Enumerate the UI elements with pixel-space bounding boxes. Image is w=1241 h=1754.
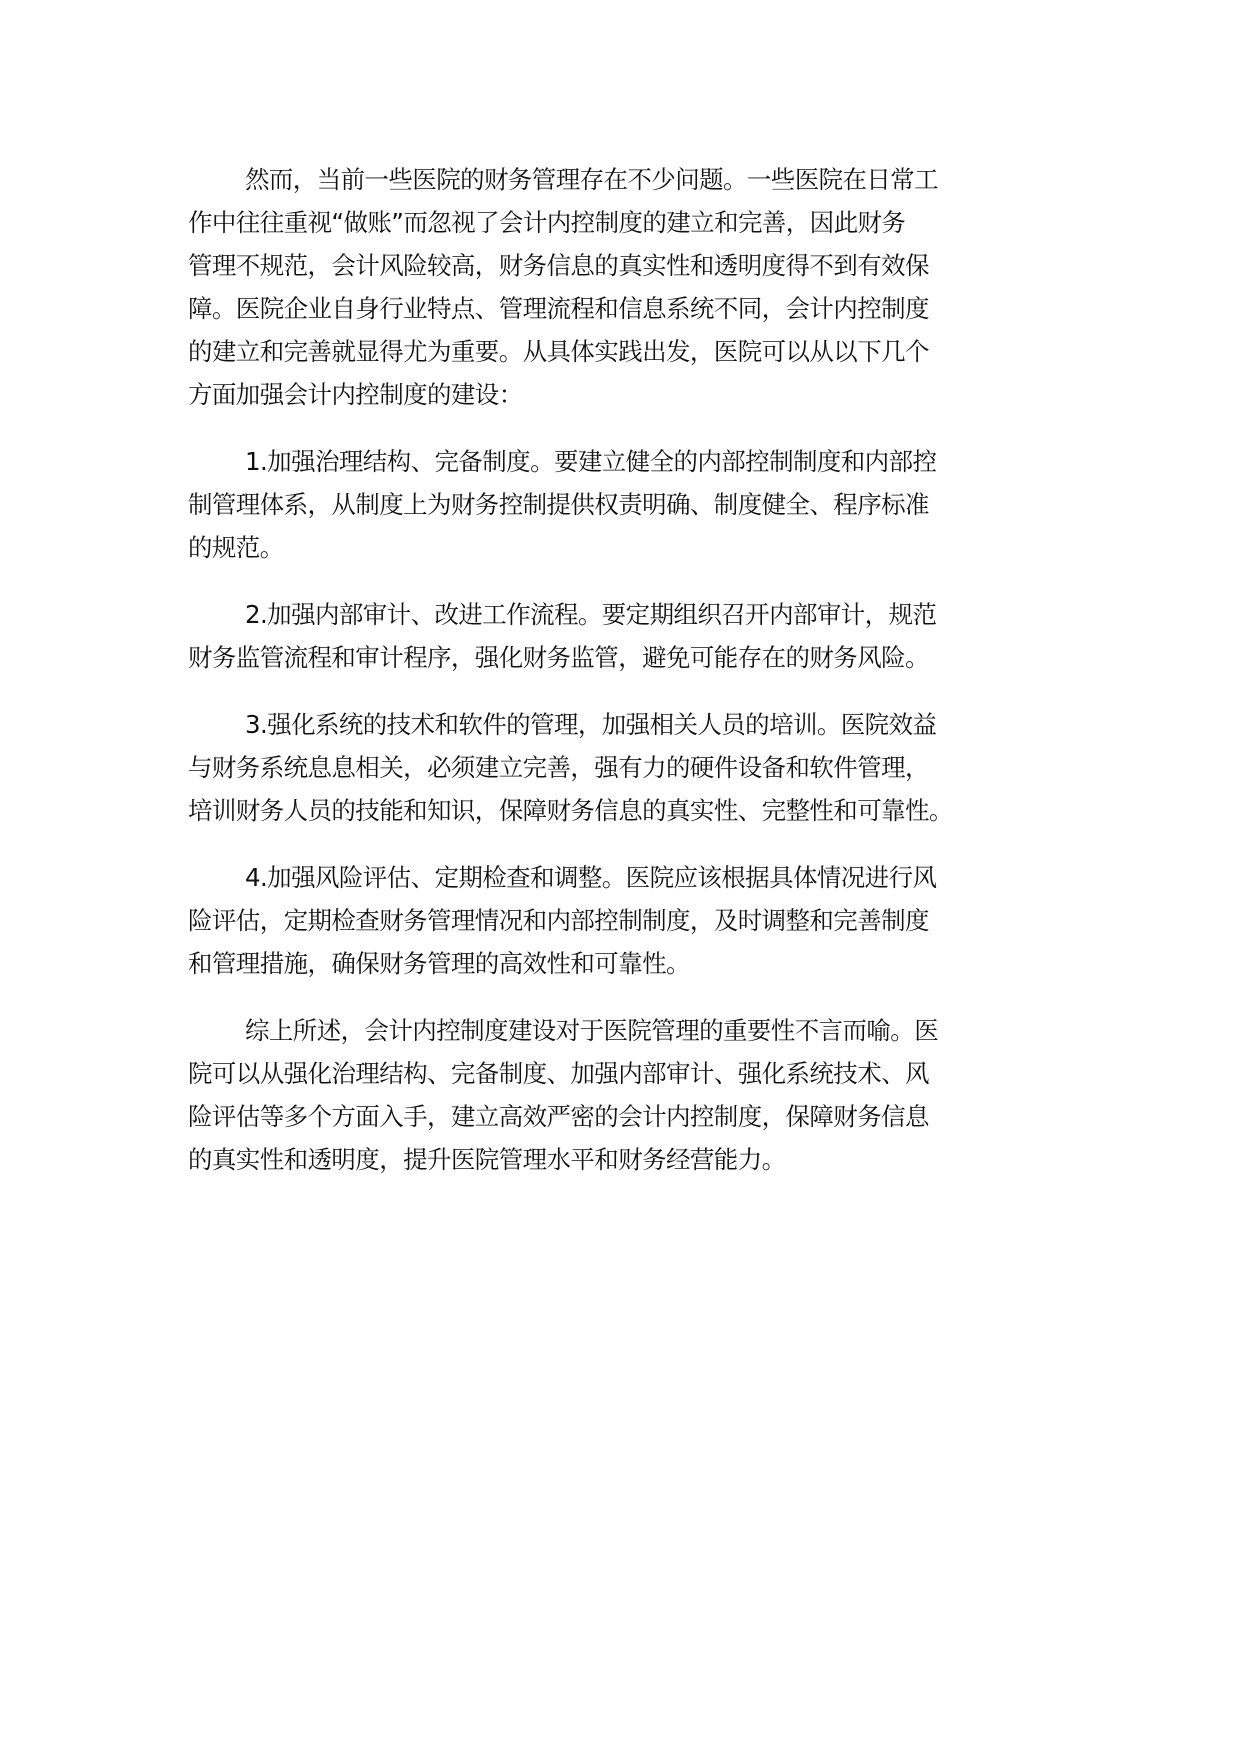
text-line: 险评估，定期检查财务管理情况和内部控制制度，及时调整和完善制度 [188,906,929,935]
text-line: 的真实性和透明度，提升医院管理水平和财务经营能力。 [188,1145,786,1174]
text-line: 3.强化系统的技术和软件的管理，加强相关人员的培训。医院效益 [245,710,937,739]
text-line: 4.加强风险评估、定期检查和调整。医院应该根据具体情况进行风 [245,863,937,892]
text-line: 方面加强会计内控制度的建设： [188,380,523,409]
text-line: 障。医院企业自身行业特点、管理流程和信息系统不同，会计内控制度 [188,294,929,323]
text-line: 的规范。 [188,533,284,562]
paragraph-item-3 [188,703,1088,832]
text-line: 财务监管流程和审计程序，强化财务监管，避免可能存在的财务风险。 [188,643,929,672]
text-line: 2.加强内部审计、改进工作流程。要定期组织召开内部审计，规范 [245,600,937,629]
text-line: 与财务系统息息相关，必须建立完善，强有力的硬件设备和软件管理， [188,753,929,782]
text-line: 院可以从强化治理结构、完备制度、加强内部审计、强化系统技术、风 [188,1059,929,1088]
text-line: 管理不规范，会计风险较高，财务信息的真实性和透明度得不到有效保 [188,251,929,280]
paragraph-item-2 [188,593,1088,679]
text-line: 1.加强治理结构、完备制度。要建立健全的内部控制制度和内部控 [245,447,937,476]
text-line: 培训财务人员的技能和知识，保障财务信息的真实性、完整性和可靠性。 [188,796,953,825]
text-line: 综上所述，会计内控制度建设对于医院管理的重要性不言而喻。医 [245,1016,939,1045]
paragraph-item-1 [188,440,1088,569]
text-line: 然而，当前一些医院的财务管理存在不少问题。一些医院在日常工 [245,165,939,194]
text-line: 作中往往重视“做账”而忽视了会计内控制度的建立和完善，因此财务 [188,208,906,237]
text-line: 的建立和完善就显得尤为重要。从具体实践出发，医院可以从以下几个 [188,337,929,366]
text-line: 和管理措施，确保财务管理的高效性和可靠性。 [188,949,690,978]
paragraph-intro [188,158,1088,416]
text-line: 制管理体系，从制度上为财务控制提供权责明确、制度健全、程序标准 [188,490,929,519]
document-body [188,158,1088,1205]
paragraph-conclusion [188,1009,1088,1181]
text-line: 险评估等多个方面入手，建立高效严密的会计内控制度，保障财务信息 [188,1102,929,1131]
paragraph-item-4 [188,856,1088,985]
